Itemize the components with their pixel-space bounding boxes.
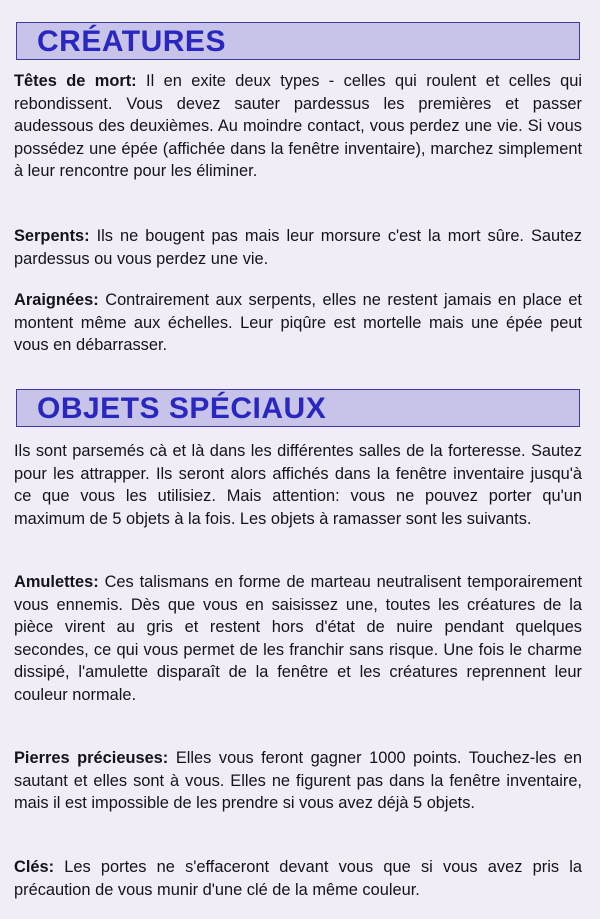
entry-term: Serpents:: [14, 227, 90, 245]
section-title: OBJETS SPÉCIAUX: [37, 392, 327, 425]
entry-araignees: [14, 289, 582, 357]
entry-text: Elles vous feront gagner 1000 points. Touchez-les en sautant et elles sont à vous. Elles ne figurent pas dans la fenêtre inventaire, mais il est impossible de les prendre si vous avez déjà 5 objets.: [14, 749, 582, 813]
entry-term: Araignées:: [14, 291, 99, 309]
section-header-creatures: [16, 22, 580, 60]
entry-term: Pierres précieuses:: [14, 749, 169, 767]
section-header-objets-speciaux: [16, 389, 580, 427]
entry-text: Les portes ne s'effaceront devant vous que si vous avez pris la précaution de vous munir d'une clé de la même couleur.: [14, 858, 582, 899]
entry-text: Contrairement aux serpents, elles ne restent jamais en place et montent même aux échelles. Leur piqûre est mortelle mais une épée peut vous en débarrasser.: [14, 291, 582, 355]
entry-term: Clés:: [14, 858, 55, 876]
entry-cles: [14, 856, 582, 901]
entry-term: Amulettes:: [14, 573, 99, 591]
section-title: CRÉATURES: [37, 25, 226, 58]
entry-text: Il en exite deux types - celles qui roulent et celles qui rebondissent. Vous devez sauter pardessus les premières et passer audessous des deuxièmes. Au moindre contact, vous perdez une vie. Si vous possédez une épée (affichée dans la fenêtre inventaire), marchez simplement à leur rencontre pour les éliminer.: [14, 72, 582, 181]
entry-tetes-de-mort: [14, 70, 582, 183]
entry-term: Têtes de mort:: [14, 72, 137, 90]
entry-serpents: [14, 225, 582, 270]
entry-pierres-precieuses: [14, 747, 582, 815]
entry-text: Ces talismans en forme de marteau neutralisent temporairement vous ennemis. Dès que vous en saisissez une, toutes les créatures de la pièce virent au gris et restent hors d'état de nuire pendant quelques secondes, ce qui vous permet de les franchir sans risque. Une fois le charme dissipé, l'amulette disparaît de la fenêtre et les créatures reprennent leur couleur normale.: [14, 573, 582, 704]
entry-text: Ils ne bougent pas mais leur morsure c'est la mort sûre. Sautez pardessus ou vous perdez une vie.: [14, 227, 582, 268]
section-intro: Ils sont parsemés cà et là dans les différentes salles de la forteresse. Sautez pour les attrapper. Ils seront alors affichés dans la fenêtre inventaire jusqu'à ce que vous les utilisiez. Mais attention: vous ne pouvez porter qu'un maximum de 5 objets à la fois. Les objets à ramasser sont les suivants.: [14, 442, 582, 528]
entry-amulettes: [14, 571, 582, 707]
